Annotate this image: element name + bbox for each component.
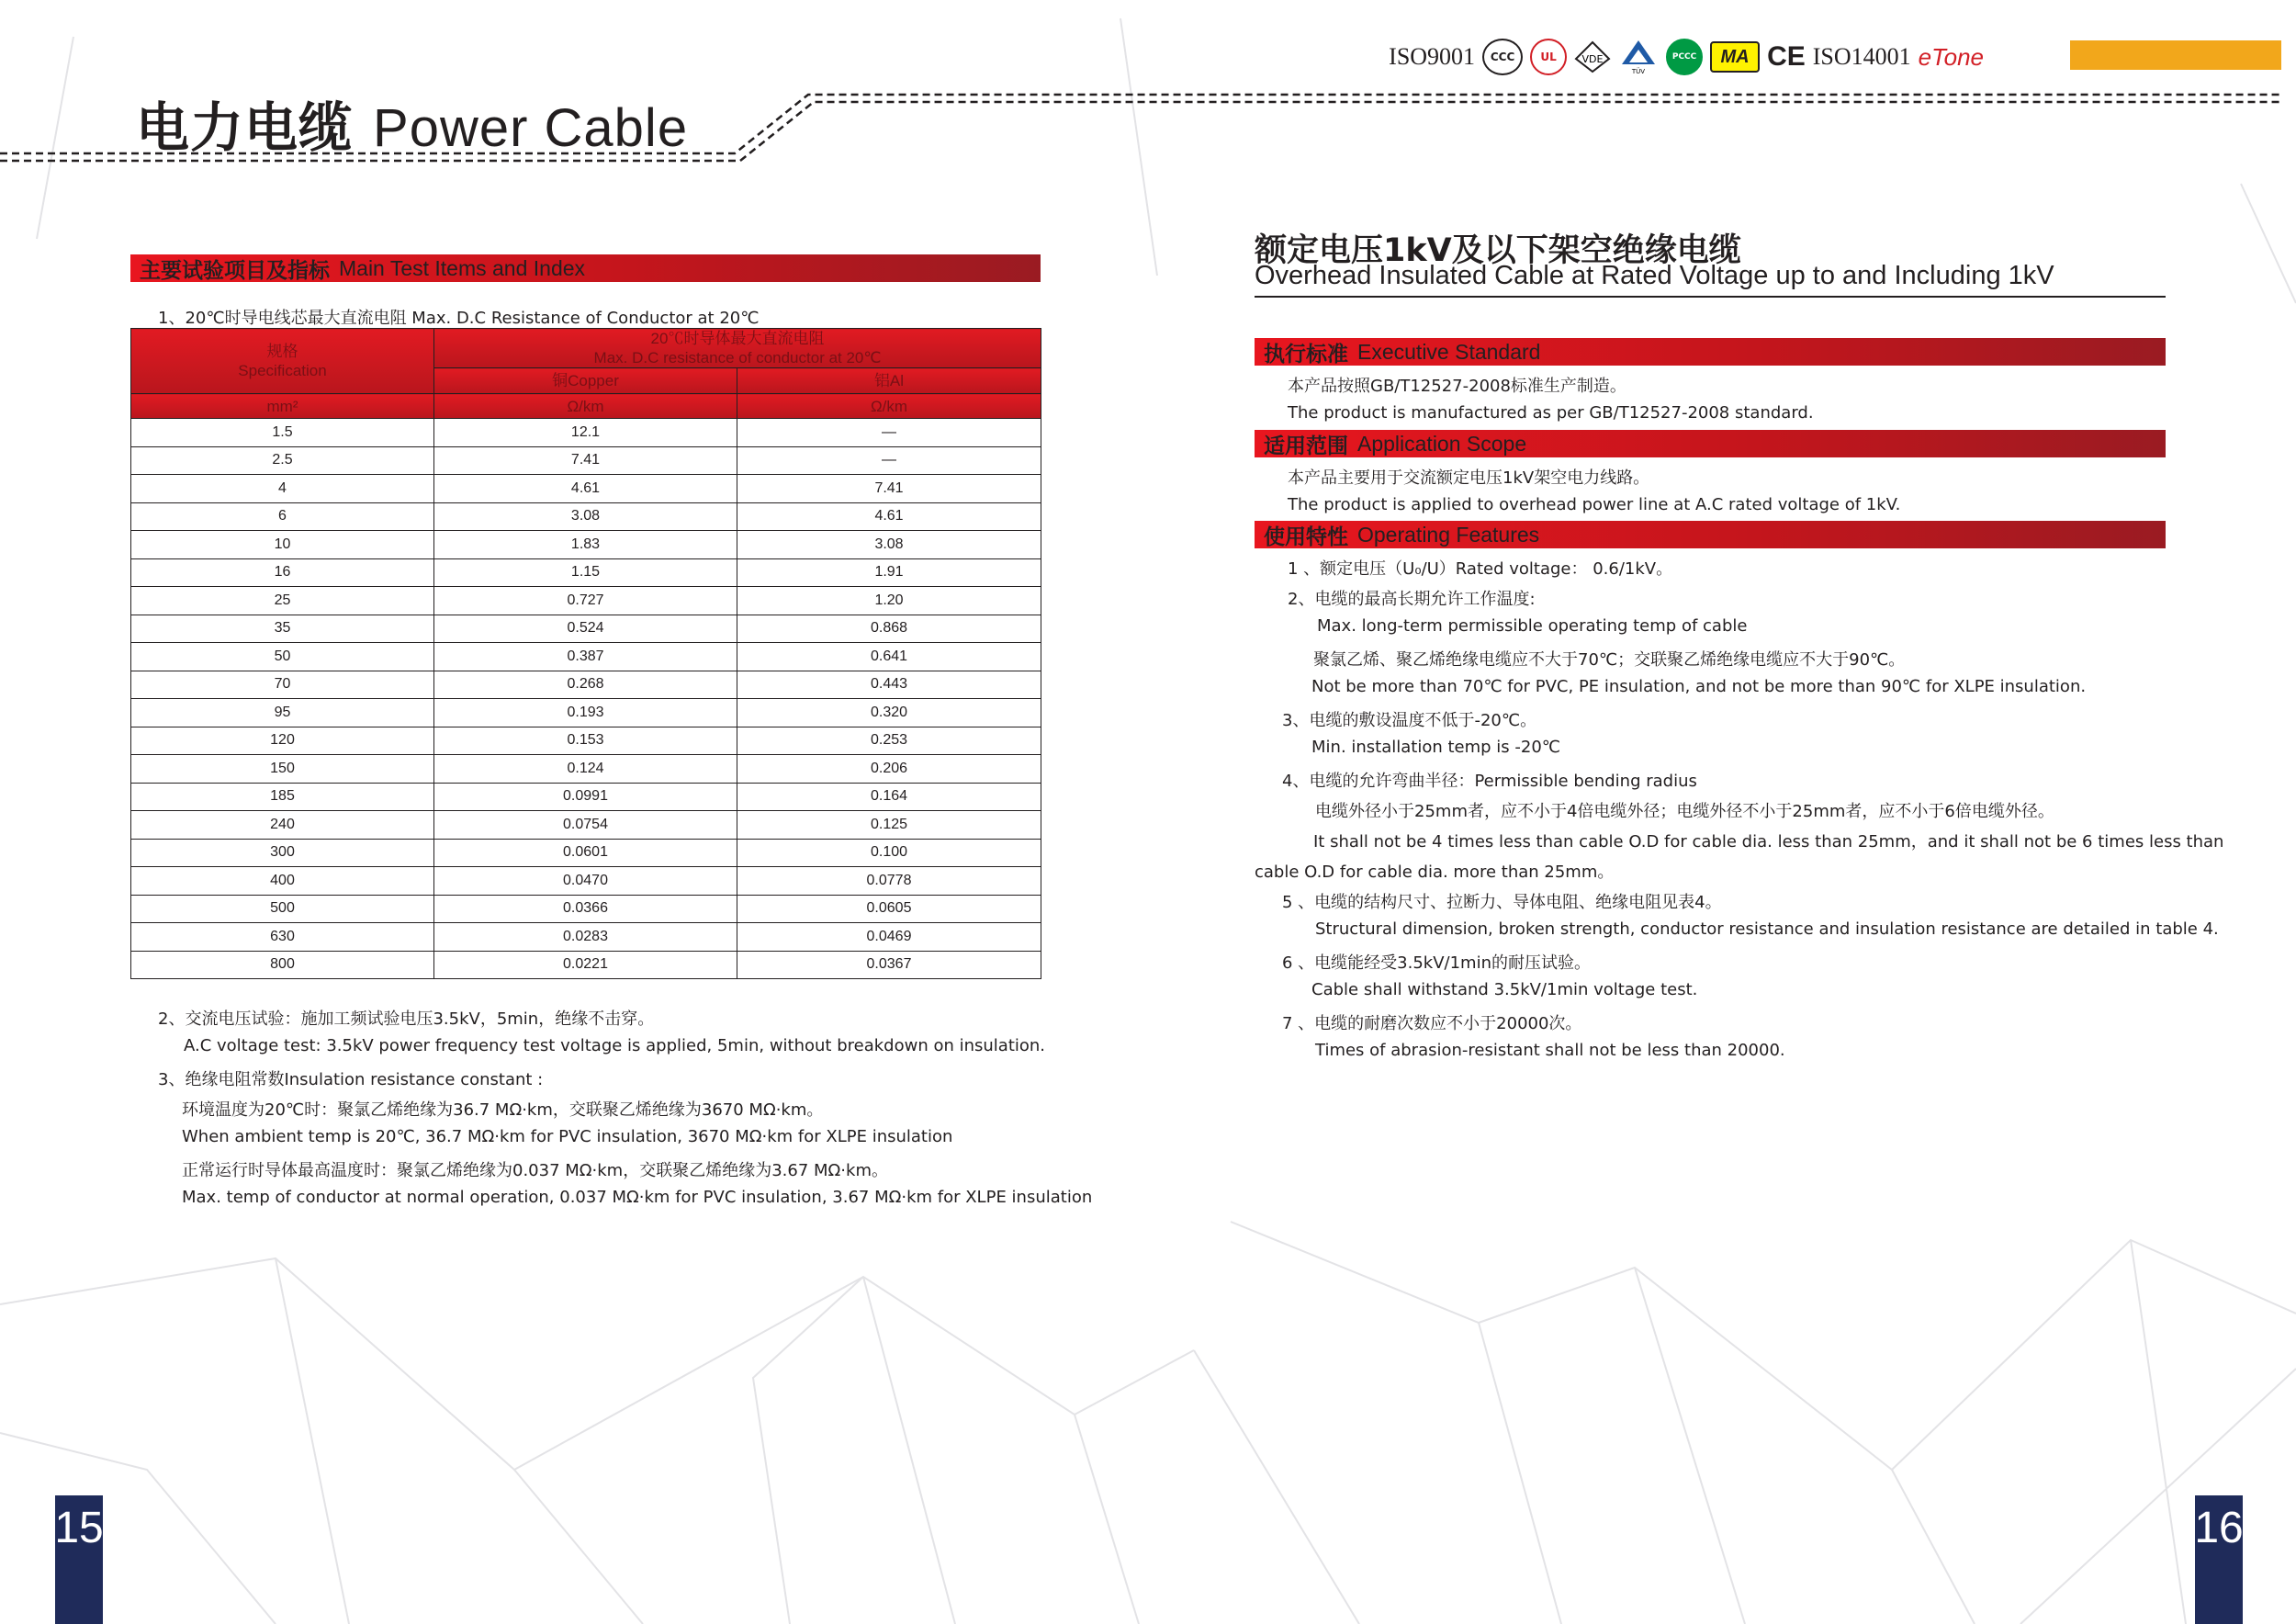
svg-text:TÜV: TÜV bbox=[1631, 68, 1646, 75]
iso9001-label: ISO9001 bbox=[1389, 43, 1476, 70]
vde-icon bbox=[1574, 40, 1611, 73]
cell-copper: 0.524 bbox=[434, 615, 737, 643]
item3-line4: Max. temp of conductor at normal operation, 0.037 MΩ·km for PVC insulation, 3.67 MΩ·km for XLPE insulation bbox=[182, 1188, 1093, 1207]
cell-copper: 0.124 bbox=[434, 755, 737, 784]
cell-copper: 0.193 bbox=[434, 699, 737, 727]
cell-aluminium: 0.206 bbox=[737, 755, 1041, 784]
header-resistance-zh: 20℃时导体最大直流电阻 bbox=[650, 330, 825, 347]
feature-4a: 电缆外径小于25mm者，应不小于4倍电缆外径；电缆外径不小于25mm者，应不小于6倍电缆外径。 bbox=[1315, 802, 2054, 821]
table-row bbox=[131, 727, 1041, 755]
section-operating bbox=[1255, 521, 2166, 548]
cell-spec: 50 bbox=[131, 643, 434, 671]
table-row bbox=[131, 783, 1041, 811]
cell-aluminium: 1.20 bbox=[737, 587, 1041, 615]
cell-aluminium: 0.164 bbox=[737, 783, 1041, 811]
section-test-items-zh: 主要试验项目及指标 bbox=[140, 258, 330, 283]
table-row bbox=[131, 558, 1041, 587]
header-aluminium: 铝Al bbox=[737, 368, 1041, 394]
unit-spec: mm² bbox=[131, 394, 434, 419]
cell-spec: 800 bbox=[131, 951, 434, 979]
section-standard-zh: 执行标准 bbox=[1264, 342, 1348, 367]
item1-text: 1、20℃时导电线芯最大直流电阻 Max. D.C Resistance of Conductor at 20℃ bbox=[158, 309, 760, 328]
standard-line-en: The product is manufactured as per GB/T12527-2008 standard. bbox=[1288, 403, 1814, 423]
cell-spec: 4 bbox=[131, 475, 434, 503]
item3-line1: 环境温度为20℃时：聚氯乙烯绝缘为36.7 MΩ·km，交联聚乙烯绝缘为3670 MΩ·km。 bbox=[182, 1100, 824, 1120]
ce-icon: CE bbox=[1767, 41, 1806, 72]
cell-copper: 0.727 bbox=[434, 587, 737, 615]
cell-spec: 400 bbox=[131, 867, 434, 896]
table-row bbox=[131, 671, 1041, 699]
cell-copper: 0.0221 bbox=[434, 951, 737, 979]
cell-aluminium: 0.0605 bbox=[737, 895, 1041, 923]
cell-aluminium: 0.125 bbox=[737, 811, 1041, 840]
feature-5a: Structural dimension, broken strength, conductor resistance and insulation resistance are detailed in table 4. bbox=[1315, 919, 2219, 939]
application-line-zh: 本产品主要用于交流额定电压1kV架空电力线路。 bbox=[1288, 468, 1650, 488]
feature-2a: Max. long-term permissible operating temp of cable bbox=[1317, 616, 1748, 636]
section-application-zh: 适用范围 bbox=[1264, 434, 1348, 458]
standard-line-zh: 本产品按照GB/T12527-2008标准生产制造。 bbox=[1288, 377, 1626, 396]
cell-aluminium: 1.91 bbox=[737, 558, 1041, 587]
feature-1: 1 、额定电压（U₀/U）Rated voltage： 0.6/1kV。 bbox=[1288, 559, 1673, 579]
product-title-rule bbox=[1255, 296, 2166, 298]
table-row bbox=[131, 531, 1041, 559]
cell-aluminium: 0.641 bbox=[737, 643, 1041, 671]
feature-6: 6 、电缆能经受3.5kV/1min的耐压试验。 bbox=[1282, 953, 1591, 973]
certification-logos bbox=[1389, 37, 1984, 77]
section-operating-zh: 使用特性 bbox=[1264, 524, 1348, 549]
cell-spec: 25 bbox=[131, 587, 434, 615]
table-row bbox=[131, 587, 1041, 615]
unit-aluminium: Ω/km bbox=[737, 394, 1041, 419]
cell-spec: 120 bbox=[131, 727, 434, 755]
table-row bbox=[131, 446, 1041, 475]
iso14001-label: ISO14001 bbox=[1812, 43, 1911, 70]
header-spec-en: Specification bbox=[238, 362, 327, 379]
header-accent-bar bbox=[2070, 40, 2281, 70]
table-row bbox=[131, 755, 1041, 784]
feature-7: 7 、电缆的耐磨次数应不小于20000次。 bbox=[1282, 1014, 1582, 1033]
cell-spec: 240 bbox=[131, 811, 434, 840]
feature-2b: 聚氯乙烯、聚乙烯绝缘电缆应不大于70℃；交联聚乙烯绝缘电缆应不大于90℃。 bbox=[1313, 650, 1906, 670]
page-title-en: Power Cable bbox=[373, 98, 689, 158]
cell-copper: 0.0754 bbox=[434, 811, 737, 840]
feature-7a: Times of abrasion-resistant shall not be less than 20000. bbox=[1315, 1041, 1785, 1060]
cell-spec: 500 bbox=[131, 895, 434, 923]
section-application bbox=[1255, 430, 2166, 457]
cell-copper: 0.0991 bbox=[434, 783, 737, 811]
unit-copper: Ω/km bbox=[434, 394, 737, 419]
cell-aluminium: 0.320 bbox=[737, 699, 1041, 727]
table-row bbox=[131, 643, 1041, 671]
section-standard-en: Executive Standard bbox=[1357, 339, 1541, 364]
cell-copper: 0.0366 bbox=[434, 895, 737, 923]
page-number-right: 16 bbox=[2195, 1495, 2243, 1624]
header-spec-zh: 规格 bbox=[266, 343, 298, 360]
product-title-en: Overhead Insulated Cable at Rated Voltage up to and Including 1kV bbox=[1255, 261, 2054, 290]
section-test-items bbox=[130, 254, 1041, 282]
cell-spec: 70 bbox=[131, 671, 434, 699]
page-title-zh: 电力电缆 bbox=[136, 96, 354, 159]
cell-copper: 0.268 bbox=[434, 671, 737, 699]
feature-5: 5 、电缆的结构尺寸、拉断力、导体电阻、绝缘电阻见表4。 bbox=[1282, 893, 1722, 912]
cell-aluminium: — bbox=[737, 446, 1041, 475]
table-row bbox=[131, 419, 1041, 447]
ccc-icon: CCC bbox=[1482, 39, 1523, 75]
table-row bbox=[131, 475, 1041, 503]
cell-spec: 1.5 bbox=[131, 419, 434, 447]
table-row bbox=[131, 839, 1041, 867]
header-copper: 铜Copper bbox=[434, 368, 737, 394]
cell-copper: 0.387 bbox=[434, 643, 737, 671]
cell-copper: 0.153 bbox=[434, 727, 737, 755]
resistance-table bbox=[130, 328, 1041, 979]
cell-copper: 0.0470 bbox=[434, 867, 737, 896]
feature-4c: cable O.D for cable dia. more than 25mm。 bbox=[1255, 863, 1615, 882]
cell-spec: 95 bbox=[131, 699, 434, 727]
feature-2: 2、电缆的最高长期允许工作温度: bbox=[1288, 590, 1536, 609]
tuv-icon bbox=[1618, 39, 1659, 75]
cell-aluminium: 0.868 bbox=[737, 615, 1041, 643]
cell-spec: 2.5 bbox=[131, 446, 434, 475]
cell-aluminium: 0.0778 bbox=[737, 867, 1041, 896]
cell-aluminium: 0.0367 bbox=[737, 951, 1041, 979]
header-resistance bbox=[434, 329, 1041, 368]
table-row bbox=[131, 811, 1041, 840]
pccc-icon: PCCC bbox=[1666, 39, 1703, 75]
cell-copper: 7.41 bbox=[434, 446, 737, 475]
feature-4: 4、电缆的允许弯曲半径：Permissible bending radius bbox=[1282, 772, 1697, 791]
table-row bbox=[131, 923, 1041, 952]
cell-spec: 16 bbox=[131, 558, 434, 587]
cell-spec: 6 bbox=[131, 502, 434, 531]
table-row bbox=[131, 951, 1041, 979]
cell-spec: 10 bbox=[131, 531, 434, 559]
table-row bbox=[131, 895, 1041, 923]
item3-zh: 3、绝缘电阻常数Insulation resistance constant : bbox=[158, 1070, 544, 1089]
header-spec bbox=[131, 329, 434, 394]
cell-copper: 0.0601 bbox=[434, 839, 737, 867]
section-operating-en: Operating Features bbox=[1357, 522, 1540, 547]
cell-copper: 1.15 bbox=[434, 558, 737, 587]
header-resistance-en: Max. D.C resistance of conductor at 20℃ bbox=[593, 349, 882, 367]
cell-copper: 0.0283 bbox=[434, 923, 737, 952]
cell-aluminium: 0.0469 bbox=[737, 923, 1041, 952]
application-line-en: The product is applied to overhead power line at A.C rated voltage of 1kV. bbox=[1288, 495, 1901, 514]
cell-copper: 3.08 bbox=[434, 502, 737, 531]
feature-2c: Not be more than 70℃ for PVC, PE insulation, and not be more than 90℃ for XLPE insulation. bbox=[1311, 677, 2087, 696]
cell-copper: 1.83 bbox=[434, 531, 737, 559]
cell-spec: 185 bbox=[131, 783, 434, 811]
cell-copper: 4.61 bbox=[434, 475, 737, 503]
product-title-zh: 额定电压1kV及以下架空绝缘电缆 bbox=[1255, 232, 1741, 269]
cell-aluminium: 3.08 bbox=[737, 531, 1041, 559]
feature-4b: It shall not be 4 times less than cable O.D for cable dia. less than 25mm，and it shall not be 6 times less than bbox=[1313, 832, 2224, 851]
cell-copper: 12.1 bbox=[434, 419, 737, 447]
page-title bbox=[136, 85, 688, 162]
svg-text:VDE: VDE bbox=[1581, 53, 1604, 65]
cell-spec: 150 bbox=[131, 755, 434, 784]
table-row bbox=[131, 699, 1041, 727]
section-application-en: Application Scope bbox=[1357, 431, 1527, 456]
ma-icon: MA bbox=[1710, 41, 1760, 73]
ul-icon: UL bbox=[1530, 39, 1567, 75]
etone-logo: eTone bbox=[1918, 42, 1984, 71]
cell-aluminium: 0.100 bbox=[737, 839, 1041, 867]
table-row bbox=[131, 502, 1041, 531]
cell-aluminium: 4.61 bbox=[737, 502, 1041, 531]
feature-6a: Cable shall withstand 3.5kV/1min voltage test. bbox=[1311, 980, 1698, 999]
cell-spec: 35 bbox=[131, 615, 434, 643]
item3-line2: When ambient temp is 20℃, 36.7 MΩ·km for PVC insulation, 3670 MΩ·km for XLPE insulation bbox=[182, 1127, 953, 1146]
resistance-table-body bbox=[131, 419, 1041, 979]
table-row bbox=[131, 615, 1041, 643]
item2-zh: 2、交流电压试验：施加工频试验电压3.5kV，5min，绝缘不击穿。 bbox=[158, 1009, 655, 1029]
cell-aluminium: — bbox=[737, 419, 1041, 447]
cell-aluminium: 0.443 bbox=[737, 671, 1041, 699]
item3-line3: 正常运行时导体最高温度时：聚氯乙烯绝缘为0.037 MΩ·km，交联聚乙烯绝缘为3.67 MΩ·km。 bbox=[182, 1161, 888, 1180]
page-number-left: 15 bbox=[55, 1495, 103, 1624]
section-test-items-en: Main Test Items and Index bbox=[339, 255, 586, 280]
feature-3a: Min. installation temp is -20℃ bbox=[1311, 738, 1561, 757]
section-standard bbox=[1255, 338, 2166, 366]
cell-aluminium: 0.253 bbox=[737, 727, 1041, 755]
item2-en: A.C voltage test: 3.5kV power frequency test voltage is applied, 5min, without breakdown on insulation. bbox=[184, 1036, 1046, 1055]
table-row bbox=[131, 867, 1041, 896]
feature-3: 3、电缆的敷设温度不低于-20℃。 bbox=[1282, 711, 1537, 730]
cell-spec: 630 bbox=[131, 923, 434, 952]
cell-spec: 300 bbox=[131, 839, 434, 867]
cell-aluminium: 7.41 bbox=[737, 475, 1041, 503]
